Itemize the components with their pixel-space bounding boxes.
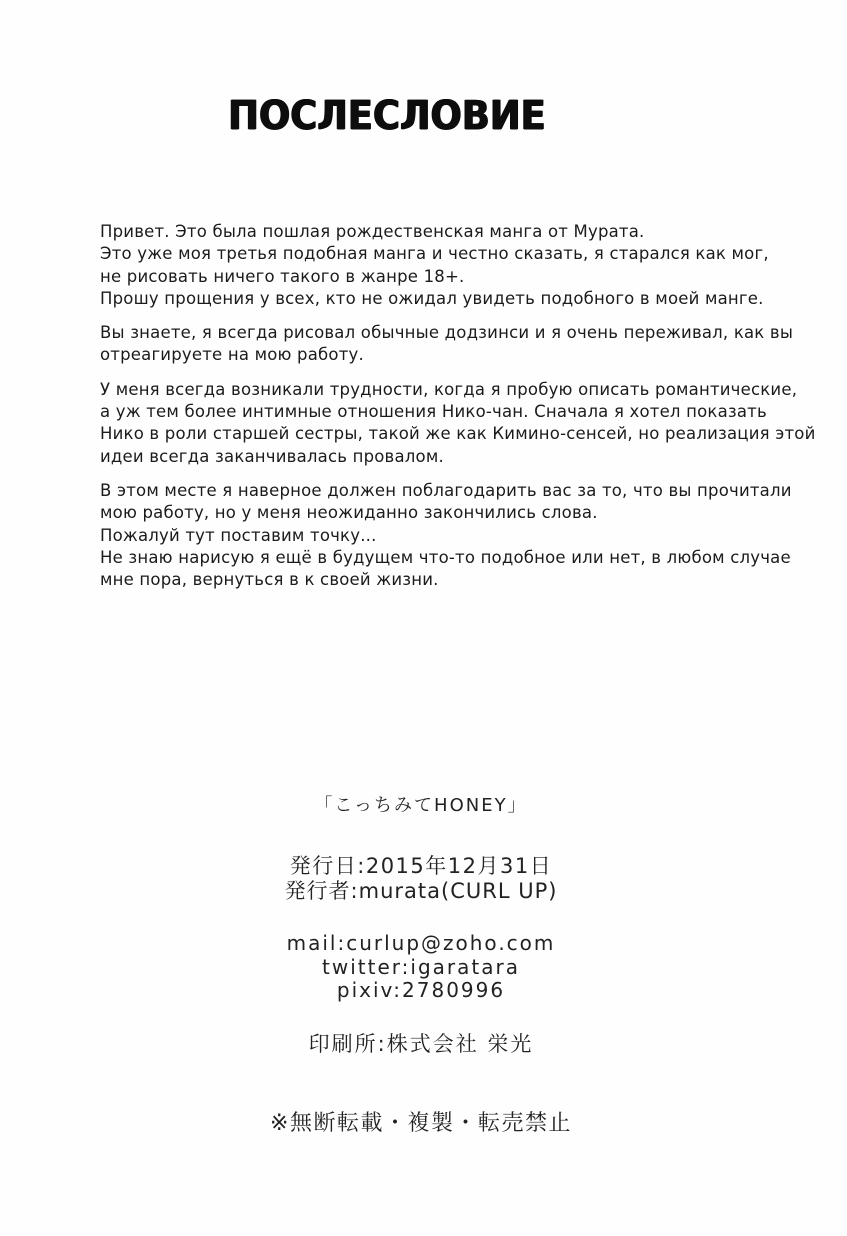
reprint-notice: ※無断転載・複製・転売禁止	[270, 1111, 572, 1136]
paragraph-line: Вы знаете, я всегда рисовал обычные додзинси и я очень переживал, как вы	[100, 323, 794, 343]
afterword-paragraph	[100, 480, 792, 591]
mail-line: mail:curlup@zoho.com	[286, 931, 556, 955]
paragraph-line: отреагируете на мою работу.	[100, 345, 364, 365]
afterword-paragraph	[100, 379, 816, 468]
paragraph-line: У меня всегда возникали трудности, когда я пробую описать романтические,	[100, 379, 798, 399]
paragraph-line: Пожалуй тут поставим точку...	[100, 525, 377, 545]
pixiv-line: pixiv:2780996	[336, 978, 506, 1002]
publisher-line: 発行者:murata(CURL UP)	[284, 879, 558, 903]
paragraph-line: мою работу, но у меня неожиданно закончились слова.	[100, 503, 598, 523]
paragraph-line: Это уже моя третья подобная манга и честно сказать, я старался как мог,	[100, 244, 769, 264]
afterword-paragraph	[100, 322, 794, 367]
paragraph-line: Привет. Это была пошлая рождественская манга от Мурата.	[100, 222, 645, 241]
paragraph-line: Нико в роли старшей сестры, такой же как Кимино-сенсей, но реализация этой	[100, 424, 816, 444]
printer-line: 印刷所:株式会社 栄光	[308, 1032, 534, 1056]
paragraph-line: а уж тем более интимные отношения Нико-чан. Сначала я хотел показать	[100, 402, 767, 422]
paragraph-line: Прошу прощения у всех, кто не ожидал увидеть подобного в моей манге.	[100, 288, 764, 308]
paragraph-line: В этом месте я наверное должен поблагодарить вас за то, что вы прочитали	[100, 480, 792, 500]
publish-date: 発行日:2015年12月31日	[289, 854, 553, 878]
paragraph-line: Не знаю нарисую я ещё в будущем что-то подобное или нет, в любом случае	[100, 547, 791, 567]
paragraph-line: идеи всегда заканчивалась провалом.	[100, 446, 444, 466]
afterword-paragraph	[100, 221, 780, 310]
afterword-body	[100, 221, 816, 603]
paragraph-line: мне пора, вернуться в к своей жизни.	[100, 570, 439, 590]
twitter-line: twitter:igaratara	[322, 955, 520, 979]
page-title: ПОСЛЕСЛОВИЕ	[228, 93, 546, 139]
book-title: 「こっちみてHONEY」	[314, 795, 528, 816]
paragraph-line: не рисовать ничего такого в жанре 18+.	[100, 266, 465, 286]
